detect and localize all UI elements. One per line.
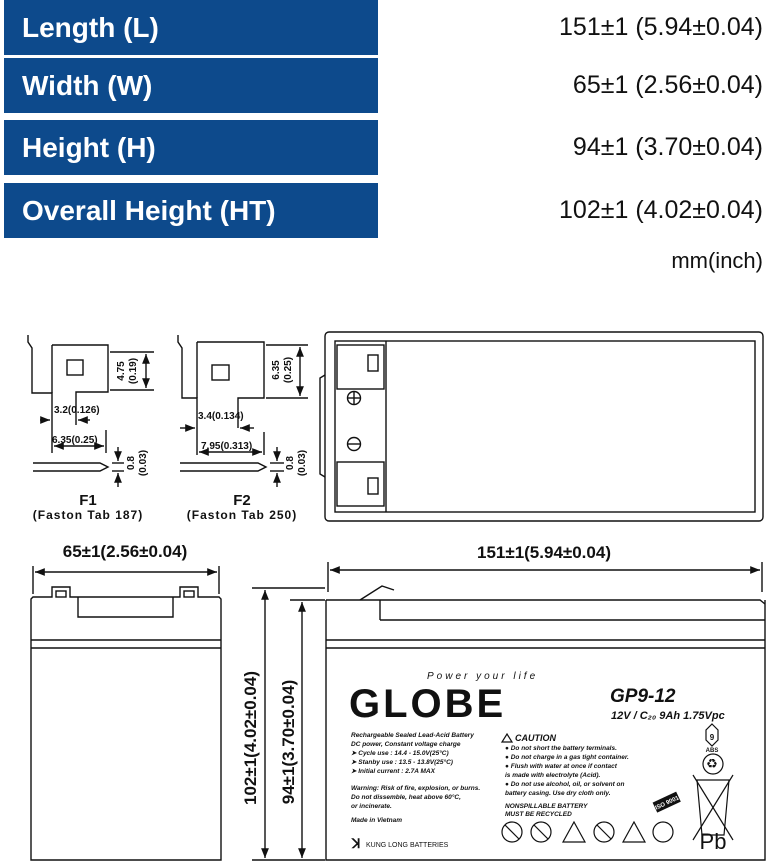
f2-dim-a: 6.35 — [271, 360, 282, 380]
caution-line: is made with electrolyte (Acid). — [505, 772, 601, 779]
battery-side-view — [31, 566, 221, 860]
caution-line: ● Flush with water at once if contact — [505, 763, 617, 770]
units-note: mm(inch) — [671, 248, 763, 273]
caution-line: ● Do not short the battery terminals. — [505, 745, 617, 752]
warning-line: Do not dissemble, heat above 60°C, — [351, 794, 461, 801]
label-model: GP9-12 — [610, 686, 676, 707]
recycle-material: ABS — [705, 748, 719, 754]
iso-badge — [653, 792, 682, 813]
dim-value: 102±1 (4.02±0.04) — [559, 196, 763, 224]
f2-dim-c: 7.95(0.313) — [201, 441, 253, 452]
f1-dim-d: 0.8 — [126, 456, 137, 470]
label-line: Rechargeable Sealed Lead-Acid Battery — [351, 732, 474, 739]
width-dim-label: 65±1(2.56±0.04) — [62, 542, 188, 561]
caution-title: CAUTION — [515, 733, 556, 743]
f1-dim-b: 3.2(0.126) — [54, 405, 100, 416]
label-line: DC power, Constant voltage charge — [351, 741, 461, 748]
label-brand: GLOBE — [349, 682, 507, 726]
f1-name: F1 — [79, 492, 97, 509]
dim-label: Height (H) — [4, 120, 378, 175]
iso-badge-text: ISO 9001 — [654, 795, 681, 812]
warning-line: or incinerate. — [351, 803, 392, 810]
label-spec: 12V / C₂₀ 9Ah 1.75Vpc — [611, 710, 725, 722]
f1-dim-a: 4.75 — [116, 361, 127, 381]
dim-value: 65±1 (2.56±0.04) — [572, 71, 763, 99]
nonspill-line: MUST BE RECYCLED — [505, 811, 572, 818]
terminal-f1-texts — [33, 358, 149, 522]
label-line: ➤ Initial current : 2.7A MAX — [351, 768, 435, 775]
battery-top-view — [320, 332, 763, 521]
nonspill-line: NONSPILLABLE BATTERY — [505, 803, 588, 810]
label-tagline: Power your life — [427, 671, 539, 682]
f2-dim-a-in: (0.25) — [283, 356, 294, 384]
warning-line: Warning: Risk of fire, explosion, or burns. — [351, 785, 481, 792]
dim-label: Width (W) — [4, 58, 378, 113]
dim-value: 94±1 (3.70±0.04) — [572, 133, 763, 161]
label-line: ➤ Cycle use : 14.4 - 15.0V(25°C) — [351, 750, 449, 757]
caution-line: ● Do not use alcohol, oil, or solvent on — [505, 781, 625, 788]
maker-logo: ꓘ — [352, 836, 361, 851]
f1-desc: (Faston Tab 187) — [32, 508, 144, 522]
height-dim-label: 94±1(3.70±0.04) — [279, 679, 298, 805]
dim-label: Overall Height (HT) — [4, 183, 378, 238]
caution-line: ● Do not charge in a gas tight container. — [505, 754, 629, 761]
f2-dim-d: 0.8 — [285, 456, 296, 470]
length-dim-label: 151±1(5.94±0.04) — [477, 543, 611, 562]
f1-dim-c: 6.35(0.25) — [52, 435, 98, 446]
overall-height-dim-label: 102±1(4.02±0.04) — [241, 671, 260, 805]
f2-dim-d-in: (0.03) — [297, 449, 308, 477]
battery-label — [349, 671, 726, 854]
label-line: ➤ Stanby use : 13.5 - 13.8V(25°C) — [351, 759, 453, 766]
made-in: Made in Vietnam — [351, 817, 403, 824]
f2-desc: (Faston Tab 250) — [186, 508, 298, 522]
f1-dim-a-in: (0.19) — [128, 357, 139, 385]
maker-name: KUNG LONG BATTERIES — [366, 842, 449, 849]
pb-label: Pb — [699, 829, 727, 854]
recycle-number: 9 — [709, 733, 715, 742]
terminal-f2-texts — [187, 357, 308, 522]
dim-label: Length (L) — [4, 0, 378, 55]
f2-dim-b: 3.4(0.134) — [198, 411, 244, 422]
dim-value: 151±1 (5.94±0.04) — [559, 13, 763, 41]
f2-name: F2 — [233, 492, 251, 509]
caution-line: battery casing. Use dry cloth only. — [505, 790, 611, 797]
recycle-icon: ♻ — [706, 757, 718, 772]
f1-dim-d-in: (0.03) — [138, 449, 149, 477]
